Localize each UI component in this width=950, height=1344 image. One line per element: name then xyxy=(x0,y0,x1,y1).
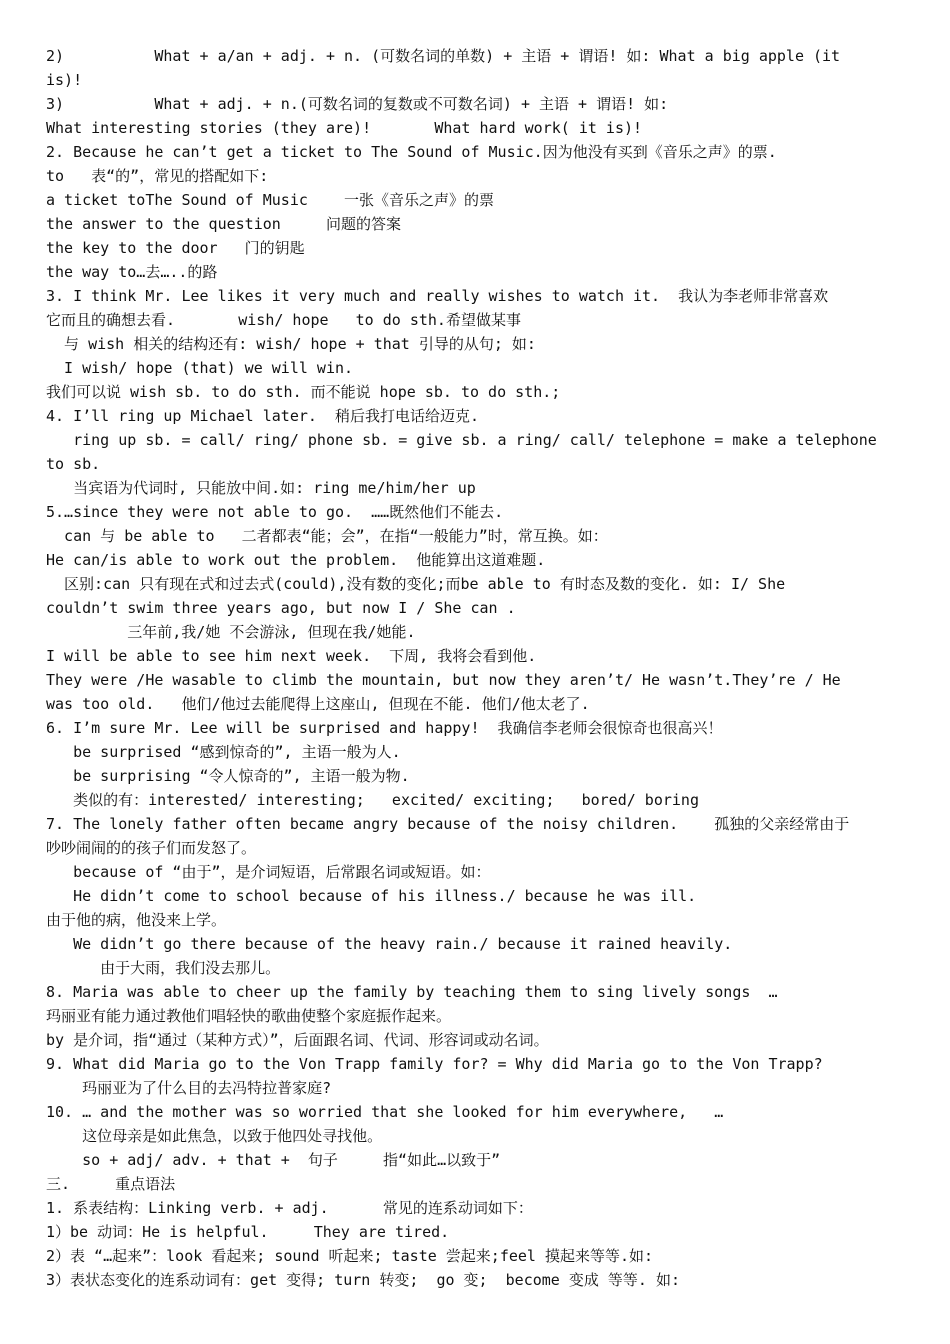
text-line: 3）表状态变化的连系动词有：get 变得; turn 转变; go 变; become 变成 等等. 如: xyxy=(46,1271,680,1289)
text-line: 与 wish 相关的结构还有: wish/ hope + that 引导的从句; 如: xyxy=(46,335,536,353)
text-line: 9. What did Maria go to the Von Trapp family for? = Why did Maria go to the Von Trapp? xyxy=(46,1055,823,1073)
text-line: 玛丽亚有能力通过教他们唱轻快的歌曲使整个家庭振作起来。 xyxy=(46,1007,452,1025)
text-line: the answer to the question 问题的答案 xyxy=(46,215,401,233)
text-line: 由于他的病，他没来上学。 xyxy=(46,911,227,929)
text-line: I wish/ hope (that) we will win. xyxy=(46,359,354,377)
text-line: be surprised “感到惊奇的”, 主语一般为人. xyxy=(46,743,401,761)
text-line: 3) What + adj. + n.(可数名词的复数或不可数名词) + 主语 + 谓语! 如: xyxy=(46,95,669,113)
text-line: I will be able to see him next week. 下周, 我将会看到他. xyxy=(46,647,537,665)
text-line: 当宾语为代词时, 只能放中间.如: ring me/him/her up xyxy=(46,479,476,497)
text-line: 类似的有：interested/ interesting; excited/ exciting; bored/ boring xyxy=(46,791,699,809)
text-line: 6. I’m sure Mr. Lee will be surprised and happy! 我确信李老师会很惊奇也很高兴！ xyxy=(46,719,723,737)
text-line: 由于大雨，我们没去那儿。 xyxy=(46,959,281,977)
text-line: 吵吵闹闹的的孩子们而发怒了。 xyxy=(46,839,257,857)
text-line: the way to…去…..的路 xyxy=(46,263,218,281)
text-line: 三年前,我/她 不会游泳, 但现在我/她能. xyxy=(46,623,416,641)
text-line: He can/is able to work out the problem. 他能算出这道难题. xyxy=(46,551,546,569)
text-line: 它而且的确想去看. wish/ hope to do sth.希望做某事 xyxy=(46,311,521,329)
text-line: We didn’t go there because of the heavy rain./ because it rained heavily. xyxy=(46,935,733,953)
text-line: He didn’t come to school because of his illness./ because he was ill. xyxy=(46,887,697,905)
text-line: couldn’t swim three years ago, but now I / She can . xyxy=(46,599,516,617)
text-line: was too old. 他们/他过去能爬得上这座山, 但现在不能. 他们/他太老了. xyxy=(46,695,590,713)
text-line: 1）be 动词：He is helpful. They are tired. xyxy=(46,1223,450,1241)
text-line: 8. Maria was able to cheer up the family by teaching them to sing lively songs … xyxy=(46,983,778,1001)
text-line: because of “由于”，是介词短语，后常跟名词或短语。如： xyxy=(46,863,491,881)
text-line: to 表“的”，常见的搭配如下: xyxy=(46,167,269,185)
text-line: can 与 be able to 二者都表“能；会”，在指“一般能力”时，常互换。如： xyxy=(46,527,608,545)
text-line: 5.…since they were not able to go. ……既然他们不能去. xyxy=(46,503,504,521)
text-line: 我们可以说 wish sb. to do sth. 而不能说 hope sb. to do sth.; xyxy=(46,383,561,401)
text-line: 1. 系表结构：Linking verb. + adj. 常见的连系动词如下： xyxy=(46,1199,533,1217)
text-line: 2) What + a/an + adj. + n. (可数名词的单数) + 主语 + 谓语! 如: What a big apple (it xyxy=(46,47,841,65)
text-line: 4. I’ll ring up Michael later. 稍后我打电话给迈克. xyxy=(46,407,480,425)
text-line: the key to the door 门的钥匙 xyxy=(46,239,305,257)
text-line: a ticket toThe Sound of Music 一张《音乐之声》的票 xyxy=(46,191,495,209)
text-line: 三. 重点语法 xyxy=(46,1175,176,1193)
text-line: be surprising “令人惊奇的”, 主语一般为物. xyxy=(46,767,410,785)
text-line: by 是介词，指“通过（某种方式）”，后面跟名词、代词、形容词或动名词。 xyxy=(46,1031,549,1049)
text-line: 区别:can 只有现在式和过去式(could),没有数的变化;而be able to 有时态及数的变化. 如: I/ She xyxy=(46,575,786,593)
text-line: 玛丽亚为了什么目的去冯特拉普家庭? xyxy=(46,1079,332,1097)
text-line: so + adj/ adv. + that + 句子 指“如此…以致于” xyxy=(46,1151,501,1169)
text-line: 2）表 “…起来”：look 看起来; sound 听起来; taste 尝起来;feel 摸起来等等.如: xyxy=(46,1247,654,1265)
text-line: 3. I think Mr. Lee likes it very much and really wishes to watch it. 我认为李老师非常喜欢 xyxy=(46,287,829,305)
text-line: ring up sb. = call/ ring/ phone sb. = give sb. a ring/ call/ telephone = make a telephone xyxy=(46,431,877,449)
text-line: to sb. xyxy=(46,455,101,473)
text-line: 10. … and the mother was so worried that she looked for him everywhere, … xyxy=(46,1103,724,1121)
text-line: 7. The lonely father often became angry because of the noisy children. 孤独的父亲经常由于 xyxy=(46,815,850,833)
text-line: What interesting stories (they are)! What hard work( it is)! xyxy=(46,119,643,137)
text-line: 这位母亲是如此焦急，以致于他四处寻找他。 xyxy=(46,1127,383,1145)
text-line: 2. Because he can’t get a ticket to The Sound of Music.因为他没有买到《音乐之声》的票. xyxy=(46,143,777,161)
text-line: They were /He wasable to climb the mountain, but now they aren’t/ He wasn’t.They’re / He xyxy=(46,671,841,689)
text-line: is)! xyxy=(46,71,83,89)
